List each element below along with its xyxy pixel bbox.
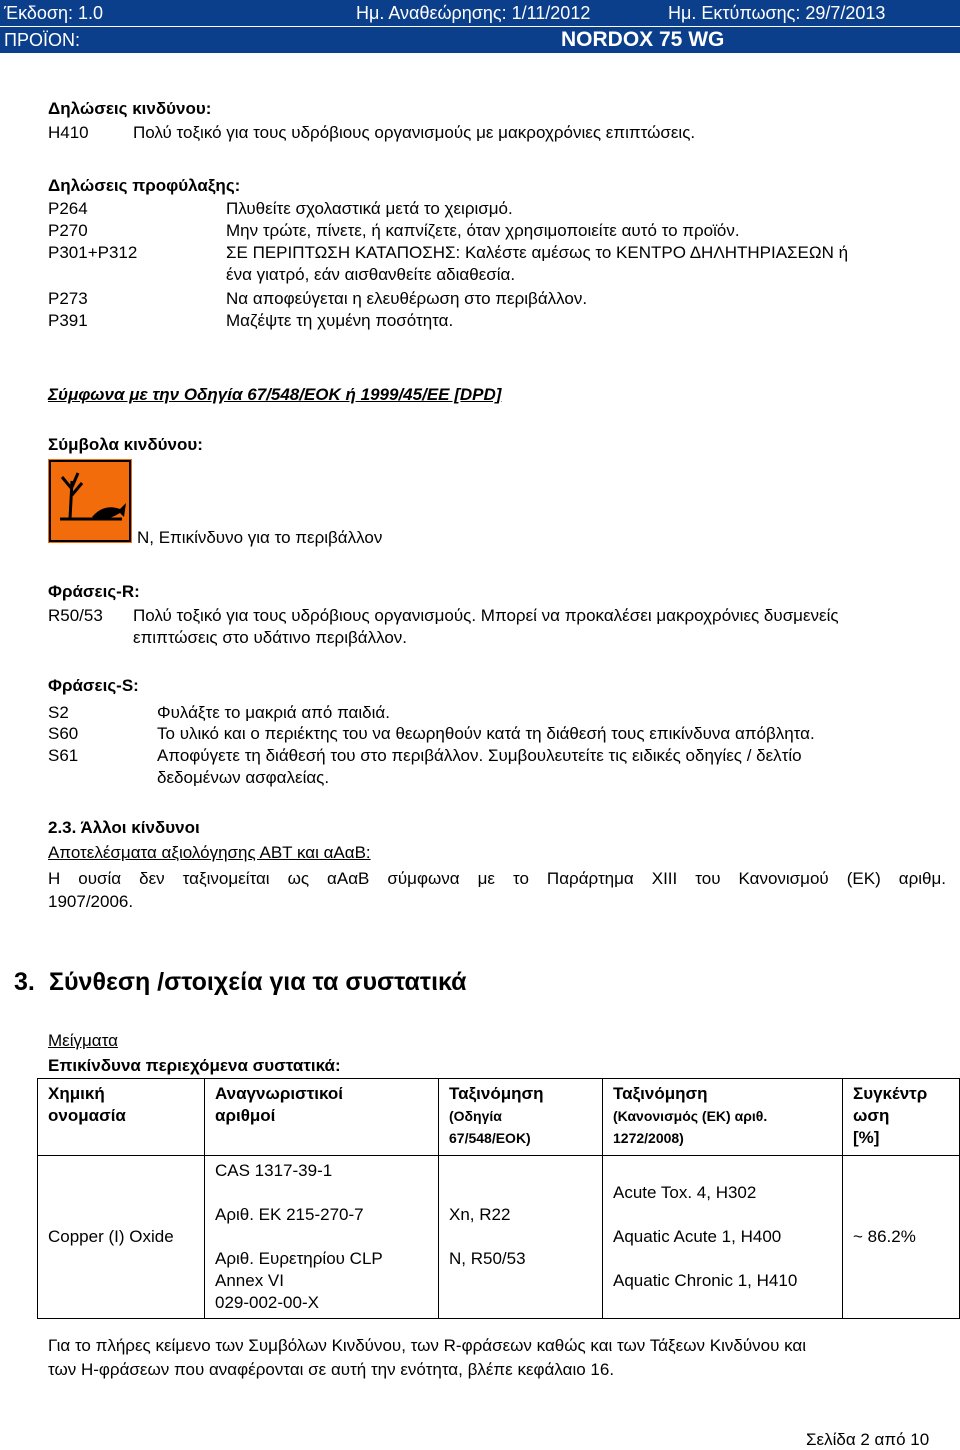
- s-phrases-heading: Φράσεις-S:: [48, 676, 139, 695]
- clp-annex: Annex VI: [215, 1271, 284, 1290]
- pbt-assessment-text-continued: 1907/2006.: [48, 892, 134, 911]
- precaution-text: Μαζέψτε τη χυμένη ποσότητα.: [226, 311, 454, 330]
- hazard-symbol-label: N, Επικίνδυνο για το περιβάλλον: [137, 528, 383, 547]
- s-phrase-text: Αποφύγετε τη διάθεσή του στο περιβάλλον. Συμβουλευτείτε τις ειδικές οδηγίες / δελτίο: [157, 746, 802, 765]
- cell-classification-dpd: Xn, R22 N, R50/53: [439, 1156, 603, 1319]
- precaution-text: Πλυθείτε σχολαστικά μετά το χειρισμό.: [226, 199, 513, 218]
- r-phrase-text-continued: επιπτώσεις στο υδάτινο περιβάλλον.: [133, 628, 408, 647]
- precaution-text: ΣΕ ΠΕΡΙΠΤΩΣΗ ΚΑΤΑΠΟΣΗΣ: Καλέστε αμέσως το ΚΕΝΤΡΟ ΔΗΛΗΤΗΡΙΑΣΕΩΝ ή: [226, 243, 849, 262]
- r-phrases-heading: Φράσεις-R:: [48, 582, 140, 601]
- pbt-assessment-text: Η ουσία δεν ταξινομείται ως αΑαΒ σύμφωνα με το Παράρτημα XIII του Κανονισμού (ΕΚ) αριθμ.: [48, 869, 946, 888]
- s-phrase-text-continued: δεδομένων ασφαλείας.: [157, 768, 330, 787]
- header-classification-clp: Ταξινόμηση (Κανονισμός (ΕΚ) αριθ. 1272/2008): [603, 1079, 843, 1156]
- pbt-assessment-heading: Αποτελέσματα αξιολόγησης ΑΒΤ και αΑαΒ:: [48, 843, 371, 862]
- page-number: Σελίδα 2 από 10: [806, 1430, 930, 1449]
- environment-hazard-icon: [48, 459, 132, 543]
- precaution-code: P301+P312: [48, 243, 138, 262]
- precaution-text: Μην τρώτε, πίνετε, ή καπνίζετε, όταν χρησιμοποιείτε αυτό το προϊόν.: [226, 221, 740, 240]
- precaution-code: P391: [48, 311, 88, 330]
- print-date: Ημ. Εκτύπωσης: 29/7/2013: [668, 3, 886, 23]
- hazard-text: Πολύ τοξικό για τους υδρόβιους οργανισμούς με μακροχρόνιες επιπτώσεις.: [133, 123, 696, 142]
- precaution-text-continued: ένα γιατρό, εάν αισθανθείτε αδιαθεσία.: [226, 265, 516, 284]
- cell-identifiers: [205, 1156, 439, 1319]
- r-phrase-code: R50/53: [48, 606, 103, 625]
- product-name: NORDOX 75 WG: [561, 28, 725, 51]
- r-phrase-text: Πολύ τοξικό για τους υδρόβιους οργανισμούς. Μπορεί να προκαλέσει μακροχρόνιες δυσμενείς: [133, 606, 839, 625]
- precaution-text: Να αποφεύγεται η ελευθέρωση στο περιβάλλον.: [226, 289, 588, 308]
- precaution-code: P273: [48, 289, 88, 308]
- cell-concentration: ~ 86.2%: [843, 1156, 960, 1319]
- s-phrase-code: S61: [48, 746, 79, 765]
- section-number: 3.: [14, 968, 35, 996]
- s-phrase-code: S60: [48, 724, 79, 743]
- precautionary-statements-heading: Δηλώσεις προφύλαξης:: [48, 176, 241, 195]
- components-table: [37, 1078, 960, 1319]
- footnote-line1: Για το πλήρες κείμενο των Συμβόλων Κινδύνου, των R-φράσεων καθώς και των Τάξεων Κινδύνου και: [48, 1336, 806, 1355]
- table-header-row: [38, 1079, 960, 1156]
- table-row: [38, 1156, 960, 1319]
- cell-classification-clp: Acute Tox. 4, H302 Aquatic Acute 1, H400 Aquatic Chronic 1, H410: [603, 1156, 843, 1319]
- hazard-code: H410: [48, 123, 89, 142]
- revision-date: Ημ. Αναθεώρησης: 1/11/2012: [356, 3, 591, 23]
- ec-number: Αριθ. ΕΚ 215-270-7: [215, 1205, 364, 1224]
- s-phrase-text: Το υλικό και ο περιέκτης του να θεωρηθούν κατά τη διάθεσή τους επικίνδυνα απόβλητα.: [157, 724, 815, 743]
- cell-chemical-name: Copper (I) Oxide: [38, 1156, 205, 1319]
- header-row-meta: [0, 0, 960, 27]
- precaution-code: P270: [48, 221, 88, 240]
- document-header: [0, 0, 960, 53]
- precaution-code: P264: [48, 199, 88, 218]
- header-identifiers: Αναγνωριστικοί αριθμοί: [205, 1079, 439, 1156]
- clp-index-number: 029-002-00-X: [215, 1293, 319, 1312]
- clp-index-label: Αριθ. Ευρετηρίου CLP: [215, 1249, 383, 1268]
- product-label: ΠΡΟΪΟΝ:: [4, 30, 81, 50]
- header-chemical-name: Χημική ονομασία: [38, 1079, 205, 1156]
- hazardous-components-heading: Επικίνδυνα περιεχόμενα συστατικά:: [48, 1056, 341, 1075]
- footnote-line2: των Η-φράσεων που αναφέρονται σε αυτή την ενότητα, βλέπε κεφάλαιο 16.: [48, 1360, 615, 1379]
- version-label: Έκδοση: 1.0: [4, 3, 104, 23]
- header-row-product: [0, 27, 960, 53]
- section-title: Σύνθεση /στοιχεία για τα συστατικά: [49, 968, 467, 996]
- s-phrase-text: Φυλάξτε το μακριά από παιδιά.: [157, 703, 390, 722]
- s-phrase-code: S2: [48, 703, 69, 722]
- header-concentration: Συγκέντρ ωση [%]: [843, 1079, 960, 1156]
- hazard-symbols-heading: Σύμβολα κινδύνου:: [48, 435, 203, 454]
- mixtures-label: Μείγματα: [48, 1031, 118, 1050]
- other-hazards-heading: 2.3. Άλλοι κίνδυνοι: [48, 818, 200, 837]
- cas-number: CAS 1317-39-1: [215, 1161, 333, 1180]
- hazard-statements-heading: Δηλώσεις κινδύνου:: [48, 99, 212, 118]
- dpd-heading: Σύμφωνα με την Οδηγία 67/548/ΕΟΚ ή 1999/45/ΕΕ [DPD]: [48, 385, 502, 404]
- header-classification-dpd: Ταξινόμηση (Οδηγία 67/548/ΕΟΚ): [439, 1079, 603, 1156]
